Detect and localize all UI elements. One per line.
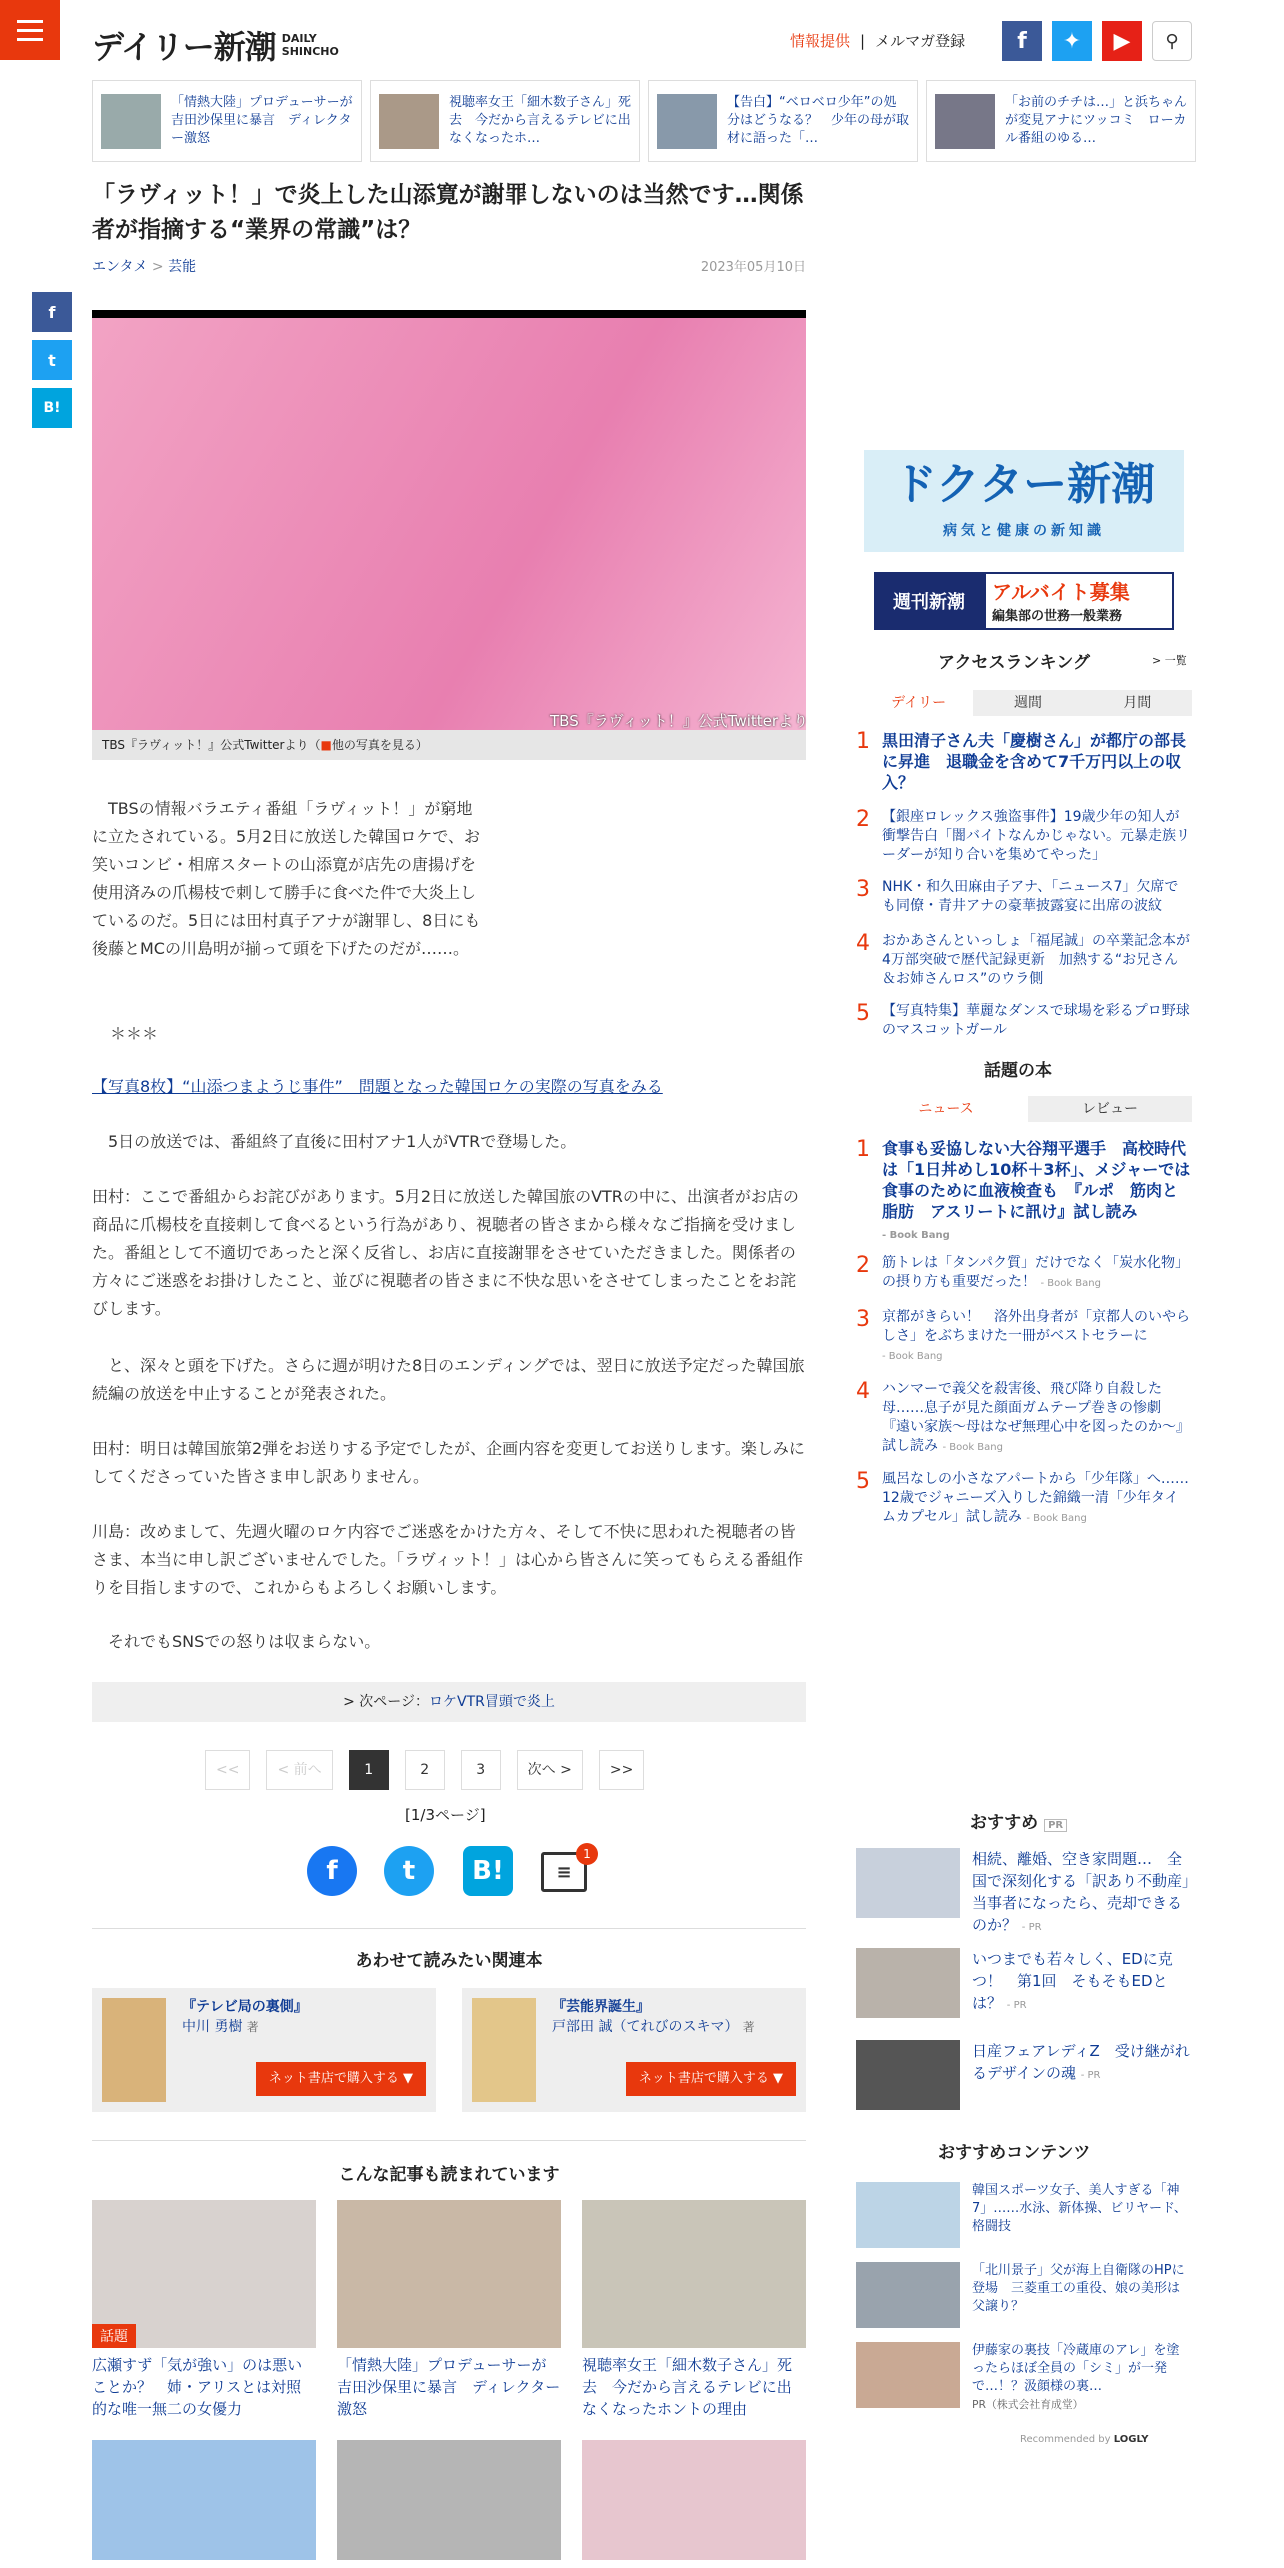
card-image [337, 2200, 561, 2348]
image-caption: TBS『ラヴィット！』公式Twitterより（■他の写真を見る） [92, 730, 806, 760]
breadcrumb-geino[interactable]: 芸能 [168, 259, 197, 275]
book-ranking-item[interactable]: 3 京都がきらい！ 洛外出身者が「京都人のいやらしさ」をぶちまけた一冊がベストセラーに - Book Bang [856, 1307, 1190, 1362]
page-3-button[interactable]: 3 [461, 1750, 501, 1790]
story-thumbnail [657, 94, 717, 149]
card-image [582, 2200, 806, 2348]
page-1-button[interactable]: 1 [349, 1750, 389, 1790]
camera-icon: ■ [320, 738, 332, 752]
story-thumbnail [101, 94, 161, 149]
article-card[interactable]: 話題 広瀬すず「気が強い」のは悪いことか？ 姉・アリスとは対照的な唯一無二の女優力 [92, 2200, 316, 2420]
twitter-icon[interactable]: ✦ [1052, 21, 1092, 61]
ranking-item[interactable]: 1 黒田清子さん夫「慶樹さん」が都庁の部長に昇進 退職金を含めて7千万円以上の収入？ [856, 729, 1187, 792]
books-title: 話題の本 [984, 1061, 1052, 1081]
share-hatena-icon[interactable]: B! [463, 1846, 513, 1896]
next-page-button[interactable]: 次へ > [517, 1750, 583, 1790]
prev-page-button[interactable]: < 前へ [266, 1750, 332, 1790]
article-card[interactable]: 「情熱大陸」プロデューサーが吉田沙保里に暴言 ディレクター激怒 [337, 2200, 561, 2420]
comment-icon[interactable]: ≡ [541, 1852, 587, 1892]
buy-book-button[interactable]: ネット書店で購入する ▼ [626, 2062, 796, 2096]
logo-jp: デイリー新潮 [92, 28, 276, 66]
book-cover[interactable] [472, 1998, 536, 2102]
pagination [205, 1750, 644, 1790]
tab-weekly[interactable]: 週間 [973, 690, 1082, 716]
paragraph: それでもSNSでの怒りは収まらない。 [92, 1632, 381, 1651]
top-story[interactable]: 「情熱大陸」プロデューサーが吉田沙保里に暴言 ディレクター激怒 [92, 80, 362, 162]
recommend-title: おすすめ PR [970, 1808, 1067, 1833]
article-card-image[interactable] [582, 2440, 806, 2560]
photo-gallery-link[interactable]: 【写真8枚】“山添つまようじ事件” 問題となった韓国ロケの実際の写真をみる [92, 1077, 663, 1096]
separator: | [860, 31, 866, 50]
side-twitter-icon[interactable]: t [32, 340, 72, 380]
more-photos-link[interactable]: 他の写真を見る [331, 738, 416, 752]
top-story[interactable]: 視聴率女王「細木数子さん」死去 今だから言えるテレビに出なくなったホ… [370, 80, 640, 162]
content-item[interactable]: 伊藤家の裏技「冷蔵庫のアレ」を塗ったらほぼ全員の「シミ」が一発で…！？汲顔様の裏… PR（株式会社育成堂） [856, 2342, 1192, 2414]
recommend-thumbnail [856, 1948, 960, 2018]
book-title[interactable]: 『芸能界誕生』 [552, 1999, 650, 2015]
also-read-title: こんな記事も読まれています [338, 2165, 560, 2185]
tab-monthly[interactable]: 月間 [1083, 690, 1192, 716]
recommend-item[interactable]: いつまでも若々しく、EDに克つ！ 第1回 そもそもEDとは？ - PR [856, 1948, 1192, 2018]
recommend-thumbnail [856, 1848, 960, 1918]
topic-tag: 話題 [92, 2324, 136, 2348]
book-ranking-item[interactable]: 4 ハンマーで義父を殺害後、飛び降り自殺した母……息子が見た顔面ガムテープ巻きの惨劇 『遠い家族～母はなぜ無理心中を図ったのか～』試し読み - Book Bang [856, 1379, 1190, 1454]
content-thumbnail [856, 2262, 960, 2328]
page-2-button[interactable]: 2 [405, 1750, 445, 1790]
top-story[interactable]: 「お前のチチは…」と浜ちゃんが変見アナにツッコミ ローカル番組のゆる… [926, 80, 1196, 162]
books-tabs [864, 1096, 1192, 1122]
hamburger-menu-button[interactable] [0, 0, 60, 60]
ranking-more-link[interactable]: > 一覧 [1152, 654, 1187, 667]
ranking-item[interactable]: 5 【写真特集】華麗なダンスで球場を彩るプロ野球のマスコットガール [856, 1001, 1190, 1038]
section-divider: ＊＊＊ [110, 1024, 159, 1043]
recommend-thumbnail [856, 2040, 960, 2110]
article-card-image[interactable] [92, 2440, 316, 2560]
tab-daily[interactable]: デイリー [864, 690, 973, 716]
youtube-icon[interactable]: ▶ [1102, 21, 1142, 61]
recommend-item[interactable]: 日産フェアレディZ 受け継がれるデザインの魂 - PR [856, 2040, 1192, 2110]
book-ranking-item[interactable]: 1 食事も妥協しない大谷翔平選手 高校時代は「1日丼めし10杯＋3杯」、メジャーでは食事のために血液検査も 『ルポ 筋肉と脂肪 アスリートに訊け』試し読み - Book Bang [856, 1137, 1191, 1241]
recommend-item[interactable]: 相続、離婚、空き家問題… 全国で深刻化する「訳あり不動産」当事者になったら、売却できるのか？ - PR [856, 1848, 1192, 1939]
related-books-title: あわせて読みたい関連本 [355, 1951, 543, 1971]
newsletter-link[interactable]: メルマガ登録 [875, 32, 966, 50]
related-book [462, 1988, 806, 2112]
paragraph: 田村：ここで番組からお詫びがあります。5月2日に放送した韓国旅のVTRの中に、出演者がお店の商品に爪楊枝を直接刺して食べるという行為があり、視聴者の皆さまから様々なご指摘を受けました。番組として不適切であったと深く反省し、お店に直接謝罪をさせていただきました。関係者の方々にご迷惑をお掛けしたこと、並びに視聴者の皆さまに不快な思いをさせてしまったことをお詫びします。 [92, 1187, 799, 1318]
comment-count-badge: 1 [576, 1843, 598, 1865]
top-story[interactable]: 【告白】“ベロベロ少年”の処分はどうなる？ 少年の母が取材に語った「… [648, 80, 918, 162]
paragraph: TBSの情報バラエティ番組「ラヴィット！」が窮地に立たされている。5月2日に放送した韓国ロケで、お笑いコンビ・相席スタートの山添寛が店先の唐揚げを使用済みの爪楊枝で刺して勝手に食べた件で大炎上しているのだ。5日には田村真子アナが謝罪し、8日にも後藤とMCの川島明が揃って頭を下げたのだが……。 [92, 799, 481, 958]
contents-title: おすすめコンテンツ [938, 2143, 1091, 2163]
facebook-icon[interactable]: f [1002, 21, 1042, 61]
side-facebook-icon[interactable]: f [32, 292, 72, 332]
book-ranking-item[interactable]: 2 筋トレは「タンパク質」だけでなく「炭水化物」の摂り方も重要だった！ - Book Bang [856, 1253, 1190, 1290]
article-card-image[interactable] [337, 2440, 561, 2560]
card-image [92, 2200, 316, 2348]
info-tip-link[interactable]: 情報提供 [790, 32, 851, 50]
logo-en: DAILY SHINCHO [281, 32, 339, 58]
content-thumbnail [856, 2342, 960, 2408]
search-icon[interactable]: ⚲ [1152, 21, 1192, 61]
article-card[interactable]: 視聴率女王「細木数子さん」死去 今だから言えるテレビに出なくなったホントの理由 [582, 2200, 806, 2420]
page-count: [1/3ページ] [405, 1806, 486, 1824]
share-facebook-icon[interactable]: f [307, 1846, 357, 1896]
paragraph: 川島：改めまして、先週火曜のロケ内容でご迷惑をかけた方々、そして不快に思われた視聴者の皆さま、本当に申し訳ございませんでした。「ラヴィット！」は心から皆さんに笑ってもらえる番組作りを目指しますので、これからもよろしくお願いします。 [92, 1522, 804, 1597]
content-thumbnail [856, 2182, 960, 2248]
story-thumbnail [379, 94, 439, 149]
hero-photo [92, 318, 809, 730]
paragraph: 5日の放送では、番組終了直後に田村アナ1人がVTRで登場した。 [92, 1132, 577, 1151]
book-ranking-item[interactable]: 5 風呂なしの小さなアパートから「少年隊」へ……12歳でジャニーズ入りした錦織一清「少年タイムカプセル」試し読み - Book Bang [856, 1469, 1189, 1525]
recruit-banner[interactable]: 週刊新潮 アルバイト募集 編集部の世務一般業務 [874, 572, 1174, 630]
tab-news[interactable]: ニュース [864, 1096, 1028, 1122]
recommended-by: Recommended by LOGLY [1020, 2434, 1149, 2445]
ranking-item[interactable]: 2 【銀座ロレックス強盗事件】19歳少年の知人が衝撃告白「闇バイトなんかじゃない。元暴走族リーダーが知り合いを集めてやった」 [856, 807, 1190, 863]
book-author: 中川 勇樹 著 [182, 2019, 259, 2035]
ranking-tabs [864, 690, 1192, 716]
pr-badge: PR [1044, 1819, 1067, 1832]
site-logo[interactable] [92, 22, 339, 68]
breadcrumb [92, 256, 196, 276]
content-item[interactable]: 「北川景子」父が海上自衛隊のHPに登場 三菱重工の重役、娘の美形は父譲り？ [856, 2262, 1192, 2328]
logly-logo[interactable]: LOGLY [1113, 2434, 1149, 2445]
publish-date: 2023年05月10日 [700, 260, 806, 275]
hero-credit: TBS『ラヴィット！』公式Twitterより [550, 712, 809, 730]
ranking-title: アクセスランキング [938, 653, 1090, 673]
buy-book-button[interactable]: ネット書店で購入する ▼ [256, 2062, 426, 2096]
content-item[interactable]: 韓国スポーツ女子、美人すぎる「神7」……水泳、新体操、ビリヤード、格闘技 [856, 2182, 1192, 2248]
ranking-item[interactable]: 3 NHK・和久田麻由子アナ、「ニュース7」欠席でも同僚・青井アナの豪華披露宴に出席の波紋 [856, 877, 1179, 914]
related-book [92, 1988, 436, 2112]
header-links [790, 30, 965, 51]
doctor-shincho-banner[interactable]: ドクター新潮 病気と健康の新知識 [864, 450, 1184, 552]
book-author: 戸部田 誠（てれびのスキマ） 著 [552, 2019, 755, 2035]
breadcrumb-entame[interactable]: エンタメ [92, 259, 148, 275]
article-headline: 「ラヴィット！」で炎上した山添寛が謝罪しないのは当然です…関係者が指摘する“業界の常識”は？ [92, 182, 804, 243]
breadcrumb-separator: > [151, 259, 164, 275]
paragraph: と、深々と頭を下げた。さらに週が明けた8日のエンディングでは、翌日に放送予定だった韓国旅続編の放送を中止することが発表された。 [92, 1356, 805, 1403]
hero-image[interactable] [92, 310, 809, 730]
last-page-button[interactable]: >> [599, 1750, 644, 1790]
first-page-button[interactable]: << [205, 1750, 250, 1790]
story-thumbnail [935, 94, 995, 149]
book-title[interactable]: 『テレビ局の裏側』 [182, 1999, 308, 2015]
ranking-item[interactable]: 4 おかあさんといっしょ「福尾誠」の卒業記念本が4万部突破で歴代記録更新 加熱する“お兄さん＆お姉さんロス”のウラ側 [856, 931, 1190, 987]
tab-review[interactable]: レビュー [1028, 1096, 1192, 1122]
book-cover[interactable] [102, 1998, 166, 2102]
paragraph: 田村：明日は韓国旅第2弾をお送りする予定でしたが、企画内容を変更してお送りします。楽しみにしてくださっていた皆さま申し訳ありません。 [92, 1439, 805, 1486]
share-twitter-icon[interactable]: t [384, 1846, 434, 1896]
side-hatena-icon[interactable]: B! [32, 388, 72, 428]
next-page-banner[interactable]: > 次ページ：ロケVTR冒頭で炎上 [92, 1682, 806, 1722]
